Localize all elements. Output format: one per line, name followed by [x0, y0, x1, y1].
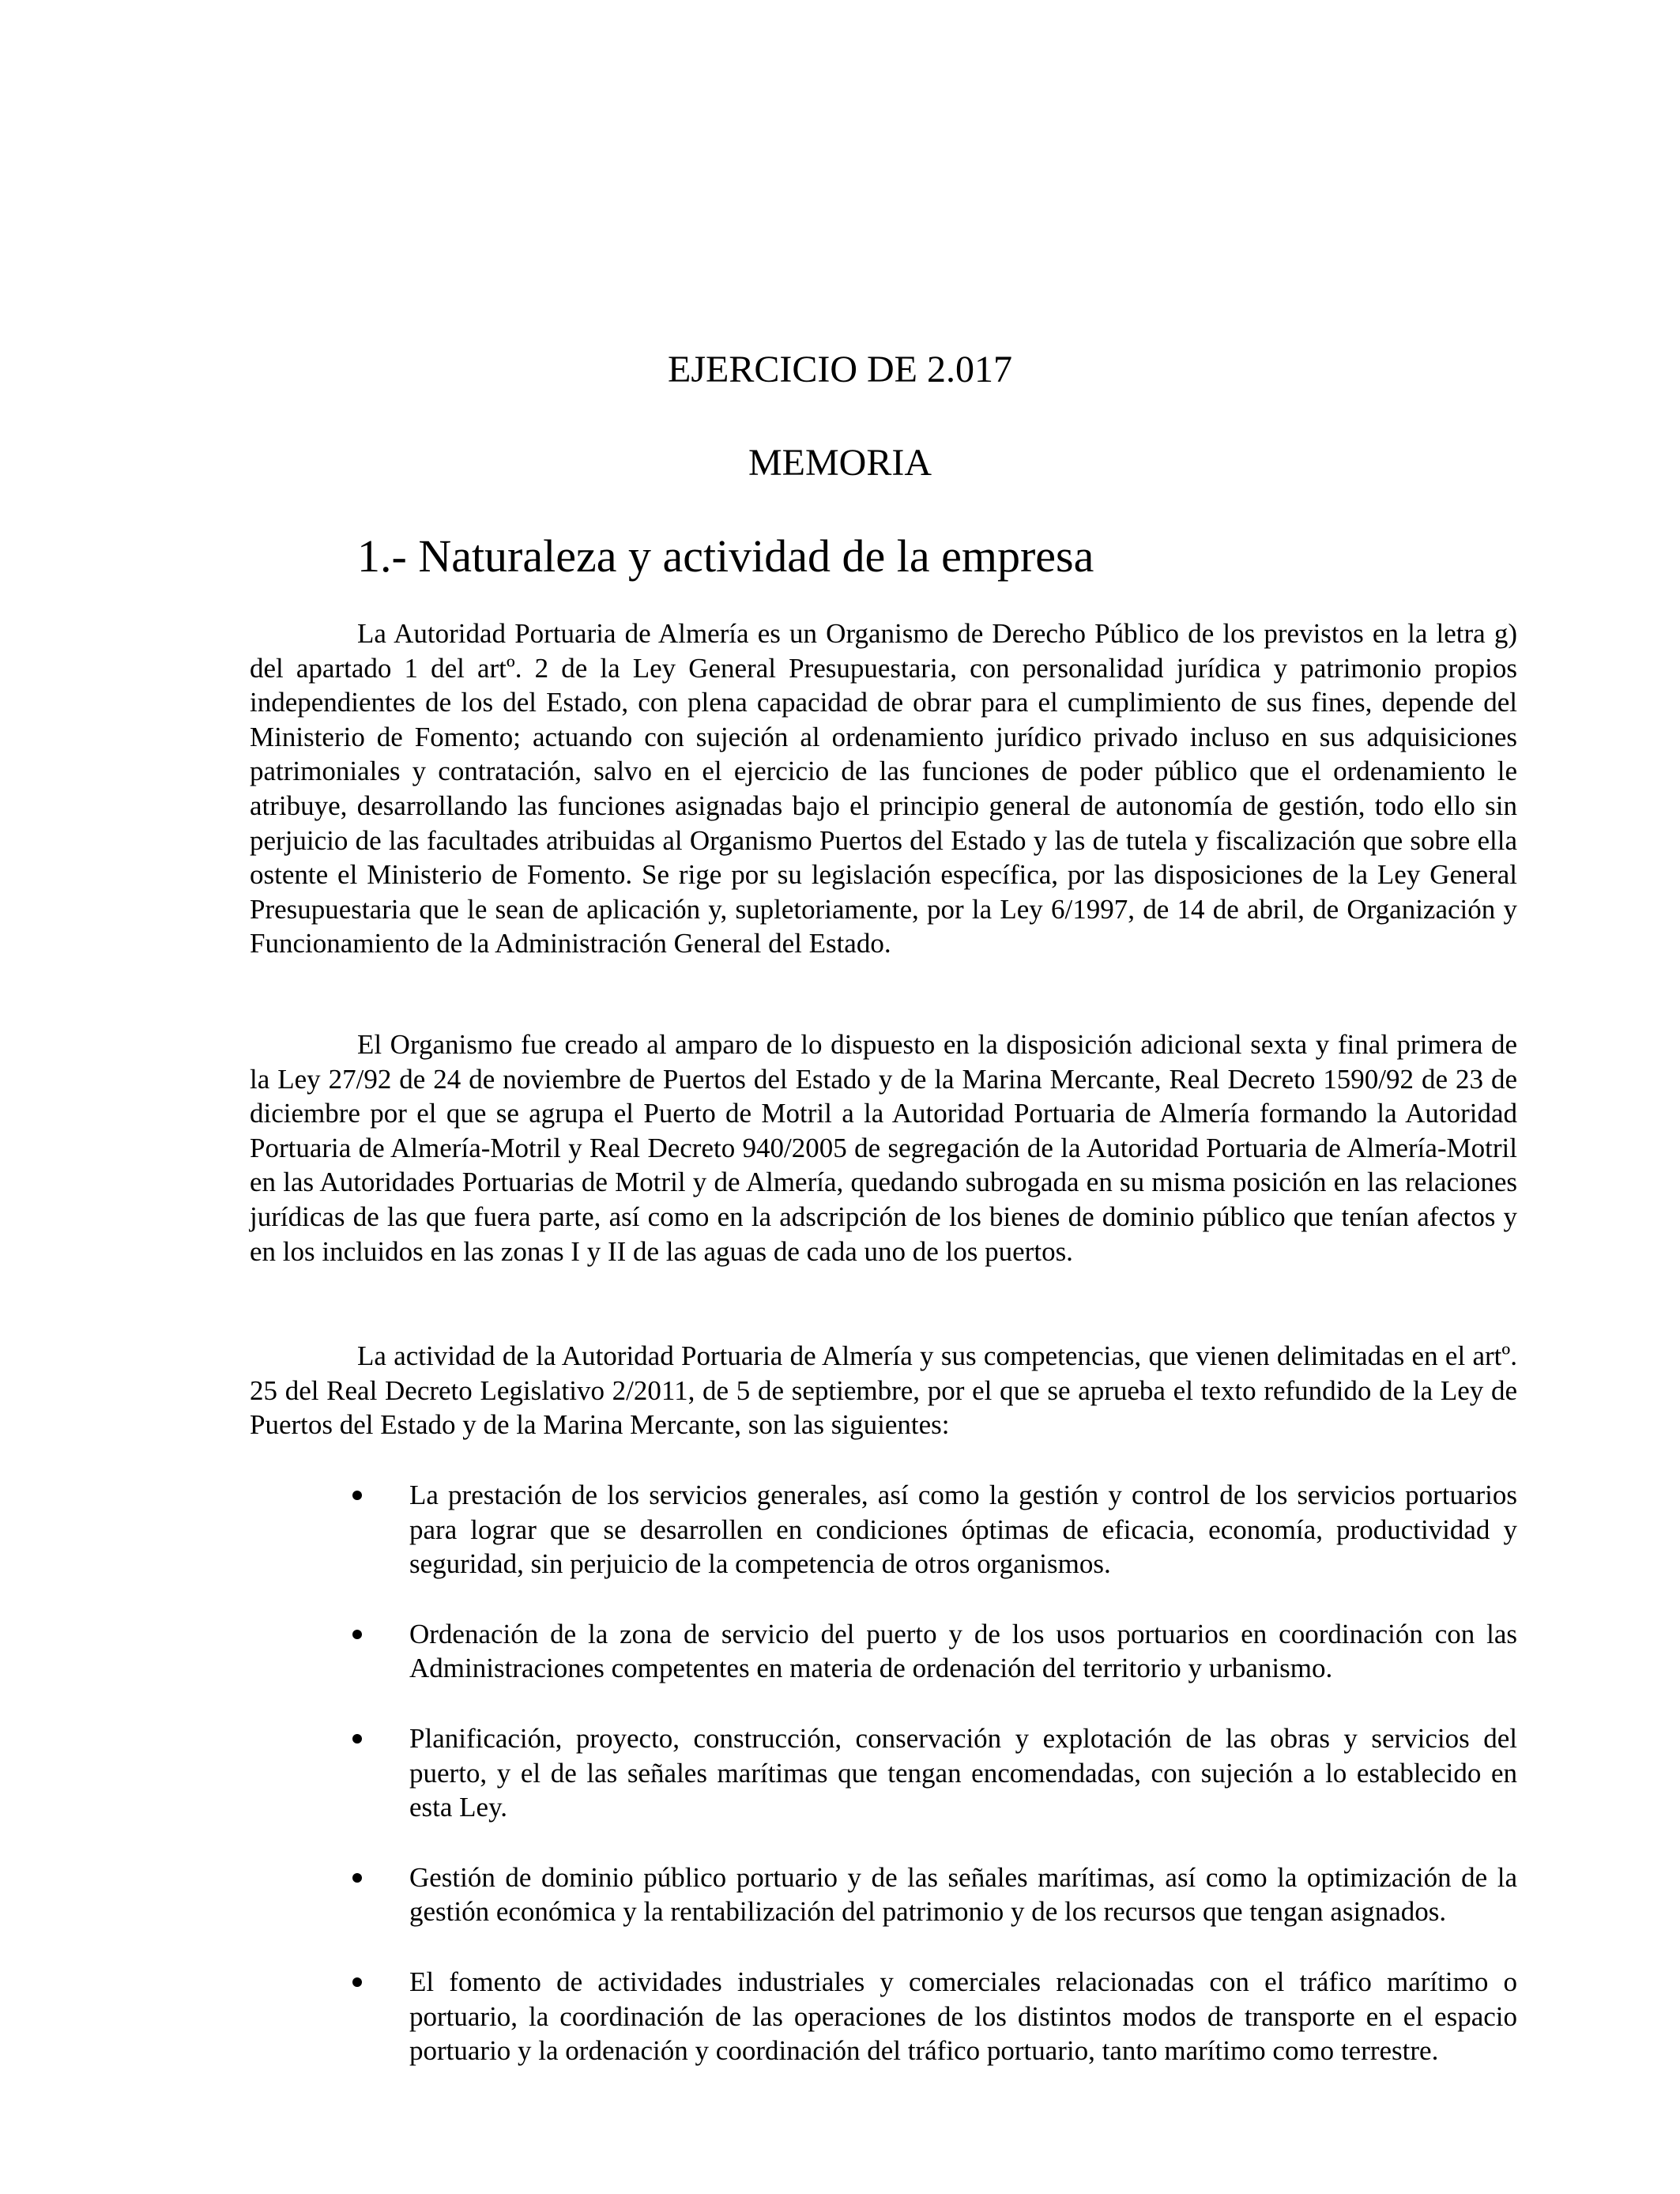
list-item [352, 1721, 1517, 1825]
list-item-text: Ordenación de la zona de servicio del puerto y de los usos portuarios en coordinación con las Administraciones competentes en materia de ordenación del territorio y urbanismo. [409, 1618, 1517, 1684]
document-year-title: EJERCICIO DE 2.017 [668, 349, 1012, 390]
section-heading: 1.- Naturaleza y actividad de la empresa [357, 530, 1094, 582]
document-memoria-title: MEMORIA [748, 442, 932, 484]
list-item [352, 1965, 1517, 2068]
list-item [352, 1617, 1517, 1686]
bullet-dot-icon [352, 1491, 362, 1500]
list-item-text: Planificación, proyecto, construcción, conservación y explotación de las obras y servicios del puerto, y el de las señales marítimas que tengan encomendadas, con sujeción a lo establecido en esta Ley. [409, 1722, 1517, 1823]
paragraph-organismo-creacion: El Organismo fue creado al amparo de lo dispuesto en la disposición adicional sexta y final primera de la Ley 27/92 de 24 de noviembre de Puertos del Estado y de la Marina Mercante, Real Decreto 1590/92 de 23 de diciembre por el que se agrupa el Puerto de Motril a la Autoridad Portuaria de Almería formando la Autoridad Portuaria de Almería-Motril y Real Decreto 940/2005 de segregación de la Autoridad Portuaria de Almería-Motril en las Autoridades Portuarias de Motril y de Almería, quedando subrogada en su misma posición en las relaciones jurídicas de las que fuera parte, así como en la adscripción de los bienes de dominio público que tenían afectos y en los incluidos en las zonas I y II de las aguas de cada uno de los puertos. [250, 1029, 1517, 1267]
list-item [352, 1860, 1517, 1929]
bullet-dot-icon [352, 1734, 362, 1744]
paragraph-actividad-competencias: La actividad de la Autoridad Portuaria de Almería y sus competencias, que vienen delimitadas en el artº. 25 del Real Decreto Legislativo 2/2011, de 5 de septiembre, por el que se aprueba el texto refundido de la Ley de Puertos del Estado y de la Marina Mercante, son las siguientes: [250, 1340, 1517, 1441]
list-item-text: Gestión de dominio público portuario y de las señales marítimas, así como la optimización de la gestión económica y la rentabilización del patrimonio y de los recursos que tengan asignados. [409, 1861, 1517, 1928]
list-item-text: La prestación de los servicios generales, así como la gestión y control de los servicios portuarios para lograr que se desarrollen en condiciones óptimas de eficacia, economía, productividad y seguridad, sin perjuicio de la competencia de otros organismos. [409, 1480, 1517, 1580]
list-item [352, 1478, 1517, 1581]
list-item-text: El fomento de actividades industriales y comerciales relacionadas con el tráfico marítimo o portuario, la coordinación de las operaciones de los distintos modos de transporte en el espacio portuario y la ordenación y coordinación del tráfico portuario, tanto marítimo como terrestre. [409, 1966, 1517, 2067]
bullet-dot-icon [352, 1977, 362, 1987]
paragraph-organismo-definicion: La Autoridad Portuaria de Almería es un Organismo de Derecho Público de los previstos en la letra g) del apartado 1 del artº. 2 de la Ley General Presupuestaria, con personalidad jurídica y patrimonio propios independientes de los del Estado, con plena capacidad de obrar para el cumplimiento de sus fines, depende del Ministerio de Fomento; actuando con sujeción al ordenamiento jurídico privado incluso en sus adquisiciones patrimoniales y contratación, salvo en el ejercicio de las funciones de poder público que el ordenamiento le atribuye, desarrollando las funciones asignadas bajo el principio general de autonomía de gestión, todo ello sin perjuicio de las facultades atribuidas al Organismo Puertos del Estado y las de tutela y fiscalización que sobre ella ostente el Ministerio de Fomento. Se rige por su legislación específica, por las disposiciones de la Ley General Presupuestaria que le sean de aplicación y, supletoriamente, por la Ley 6/1997, de 14 de abril, de Organización y Funcionamiento de la Administración General del Estado. [250, 618, 1517, 959]
bullet-dot-icon [352, 1630, 362, 1639]
competencias-list [352, 1478, 1517, 2104]
bullet-dot-icon [352, 1873, 362, 1883]
